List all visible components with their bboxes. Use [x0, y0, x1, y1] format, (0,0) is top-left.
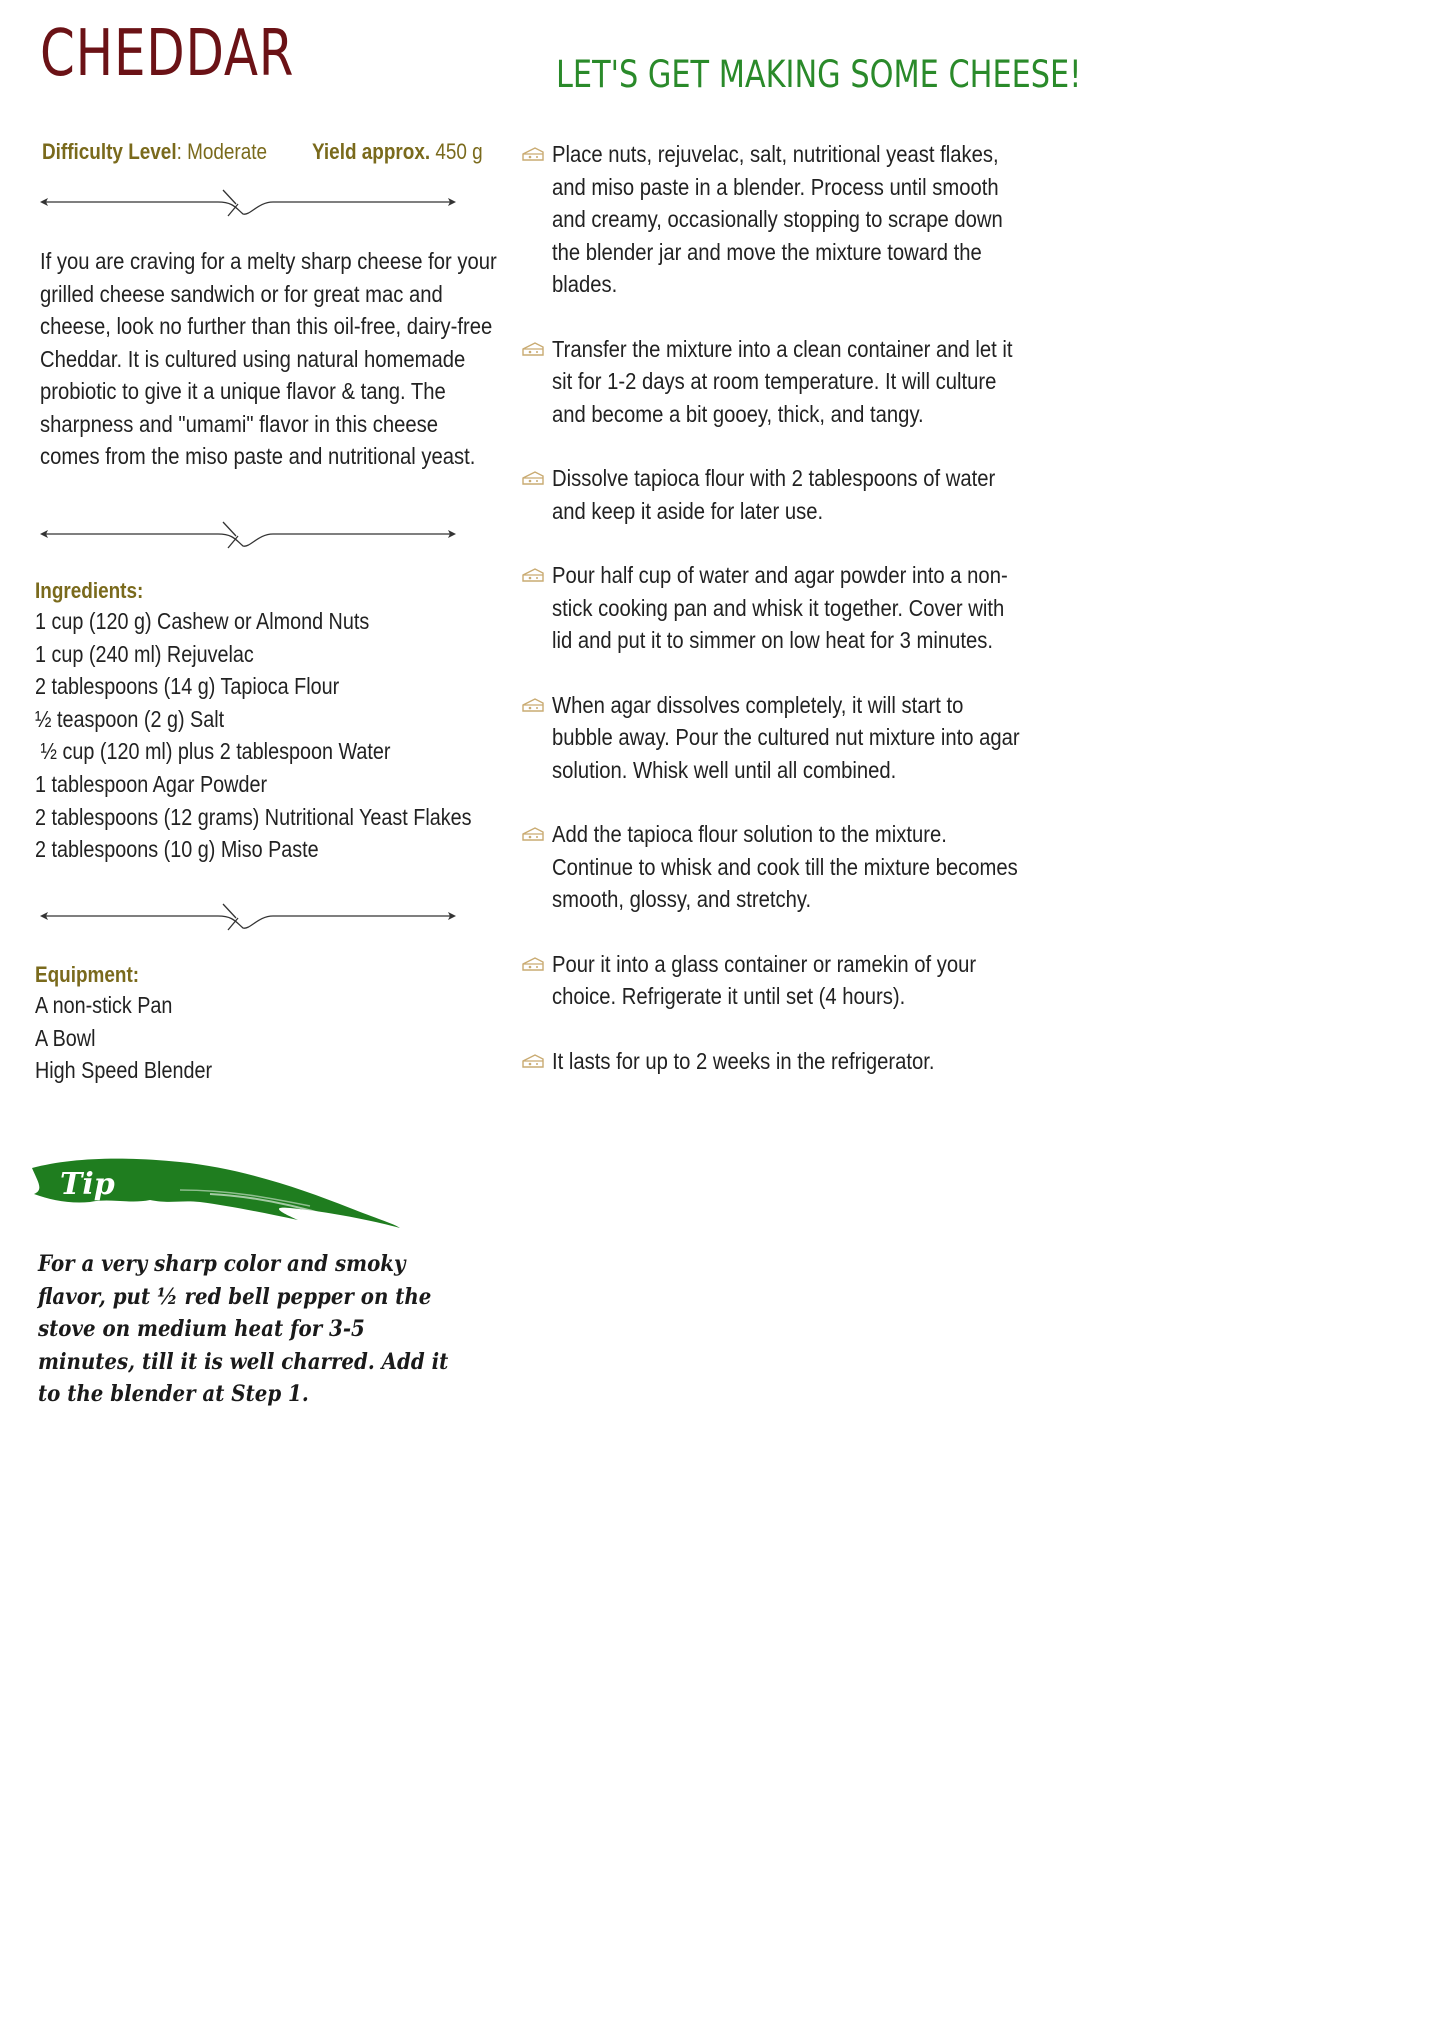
cheese-wedge-icon: [522, 145, 544, 163]
brush-stroke-icon: [30, 1150, 410, 1230]
yield-label: Yield approx.: [312, 139, 431, 164]
yield: [312, 139, 483, 165]
list-item: ½ teaspoon (2 g) Salt: [35, 705, 225, 732]
step-text: When agar dissolves completely, it will start to bubble away. Pour the cultured nut mixture into agar solution. Whisk well until all combined.: [552, 691, 1020, 783]
list-item: 2 tablespoons (12 grams) Nutritional Yeast Flakes: [35, 803, 472, 830]
step-item: [522, 1045, 1002, 1078]
step-item: [522, 462, 1002, 527]
cheese-wedge-icon: [522, 955, 544, 973]
difficulty-level: [42, 139, 267, 165]
steps-list: [522, 138, 1020, 1109]
vine-divider-icon: [38, 182, 458, 222]
step-item: [522, 948, 1002, 1013]
yield-value: 450 g: [430, 139, 483, 164]
vine-divider-icon: [38, 896, 458, 936]
step-text: Pour half cup of water and agar powder into a non-stick cooking pan and whisk it together. Cover with lid and put it to simmer on low heat for 3 minutes.: [552, 562, 1008, 653]
ingredients-list: [35, 605, 472, 866]
list-item: 1 cup (120 g) Cashew or Almond Nuts: [35, 608, 370, 634]
list-item: 1 cup (240 ml) Rejuvelac: [35, 640, 254, 667]
difficulty-value: : Moderate: [176, 139, 268, 164]
step-text: Pour it into a glass container or ramekin of your choice. Refrigerate it until set (4 hours).: [552, 950, 977, 1009]
cheese-wedge-icon: [522, 566, 544, 584]
step-item: [522, 689, 1020, 787]
step-text: It lasts for up to 2 weeks in the refrigerator.: [552, 1047, 935, 1074]
cheese-wedge-icon: [522, 469, 544, 487]
tip-label: Tip: [60, 1167, 115, 1202]
step-item: [522, 333, 1013, 431]
vine-divider-icon: [38, 514, 458, 554]
list-item: ½ cup (120 ml) plus 2 tablespoon Water: [35, 738, 391, 765]
step-text: Place nuts, rejuvelac, salt, nutritional yeast flakes, and miso paste in a blender. Process until smooth and creamy, occasionally stopping to scrape down the blender jar and move the mixture toward the blades.: [552, 141, 1003, 297]
step-item: [522, 818, 1018, 916]
list-item: 2 tablespoons (14 g) Tapioca Flour: [35, 673, 340, 700]
list-item: High Speed Blender: [35, 1057, 213, 1084]
steps-heading: LET'S GET MAKING SOME CHEESE!: [556, 53, 1082, 96]
difficulty-label: Difficulty Level: [42, 139, 177, 164]
cheese-wedge-icon: [522, 1052, 544, 1070]
equipment-heading: Equipment:: [35, 962, 140, 987]
list-item: A Bowl: [35, 1024, 96, 1051]
list-item: 1 tablespoon Agar Powder: [35, 770, 268, 797]
cheese-wedge-icon: [522, 340, 544, 358]
step-item: [522, 559, 1008, 657]
step-text: Dissolve tapioca flour with 2 tablespoons of water and keep it aside for later use.: [552, 465, 996, 524]
cheese-wedge-icon: [522, 696, 544, 714]
recipe-title: CHEDDAR: [40, 17, 295, 91]
ingredients-heading: Ingredients:: [35, 578, 144, 603]
list-item: A non-stick Pan: [35, 992, 173, 1018]
list-item: 2 tablespoons (10 g) Miso Paste: [35, 836, 319, 863]
tip-text: For a very sharp color and smoky flavor, put ½ red bell pepper on the stove on medium heat for 3-5 minutes, till it is well charred. Add it to the blender at Step 1.: [38, 1251, 449, 1407]
step-item: [522, 138, 1002, 301]
cheese-wedge-icon: [522, 825, 544, 843]
equipment-list: [35, 989, 212, 1087]
step-text: Add the tapioca flour solution to the mixture. Continue to whisk and cook till the mixture becomes smooth, glossy, and stretchy.: [552, 821, 1018, 912]
recipe-intro: If you are craving for a melty sharp cheese for your grilled cheese sandwich or for great mac and cheese, look no further than this oil-free, dairy-free Cheddar. It is cultured using natural homemade probiotic to give it a unique flavor & tang. The sharpness and "umami" flavor in this cheese comes from the miso paste and nutritional yeast.: [40, 248, 497, 469]
step-text: Transfer the mixture into a clean container and let it sit for 1-2 days at room temperature. It will culture and become a bit gooey, thick, and tangy.: [552, 335, 1013, 427]
